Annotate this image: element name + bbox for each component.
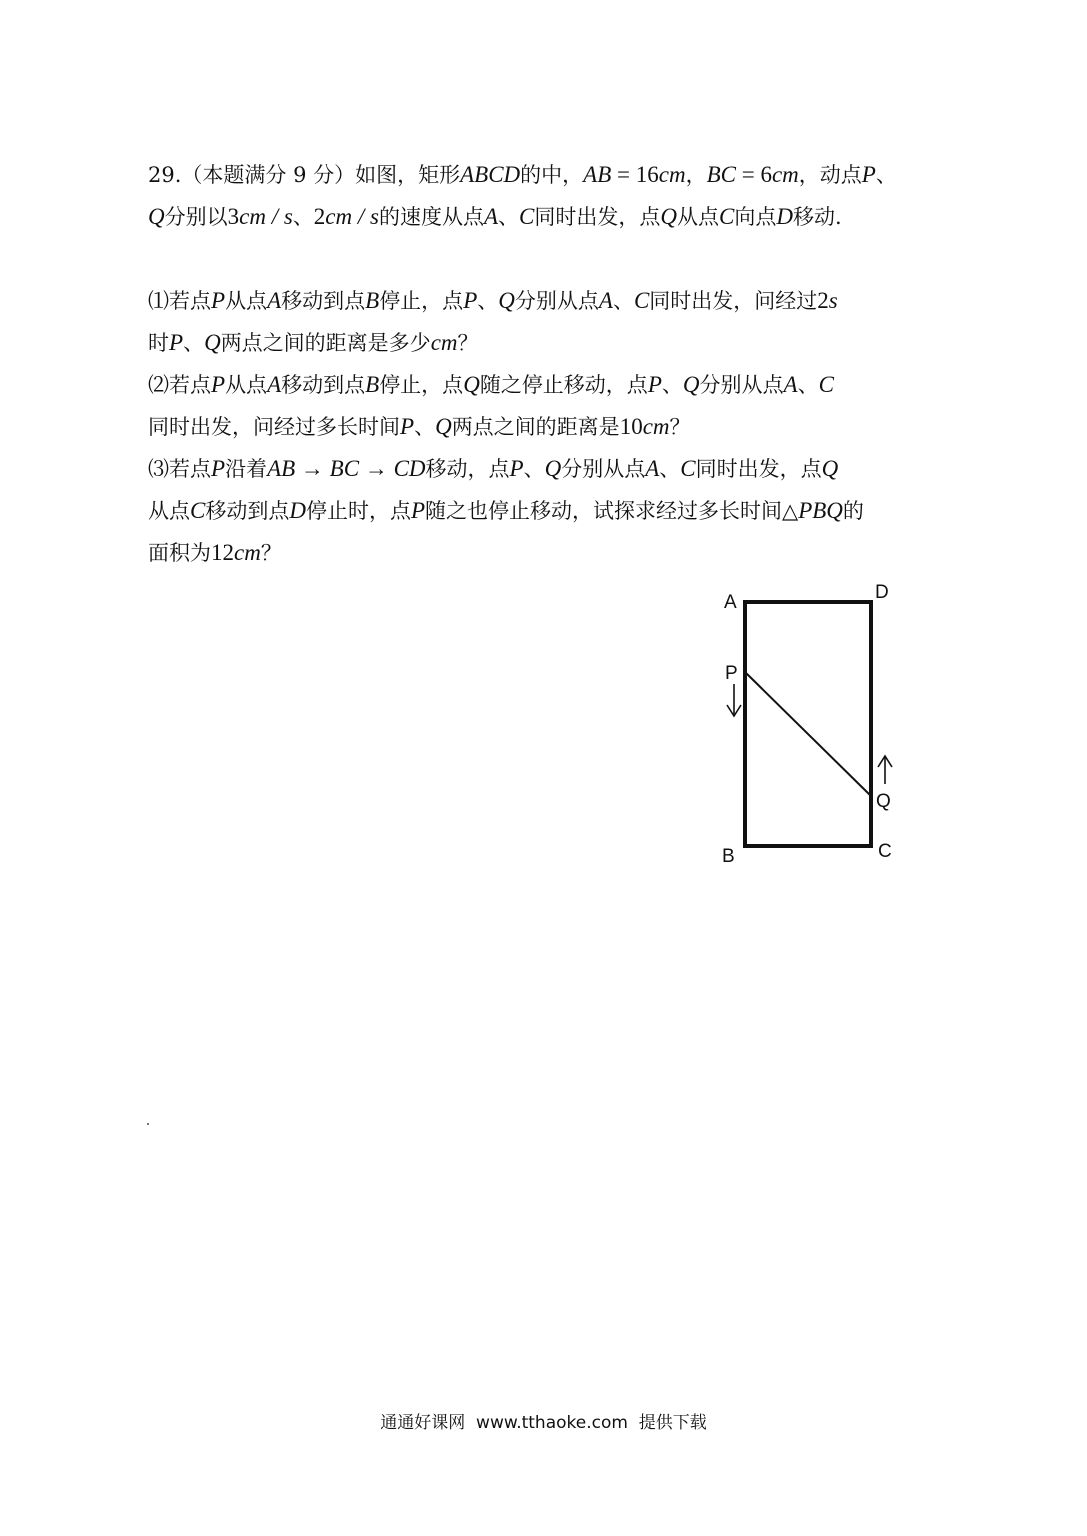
text-run: 从点	[677, 205, 719, 229]
math-run: Q	[544, 456, 562, 481]
math-run: 3	[227, 204, 240, 229]
math-run: cm / s	[239, 204, 293, 229]
problem-intro-line-1	[148, 160, 948, 190]
math-run: B	[365, 372, 380, 397]
math-run: A	[267, 372, 282, 397]
math-run: C	[633, 288, 650, 313]
text-run: 移动到点	[281, 373, 366, 397]
math-run: cm / s	[325, 204, 379, 229]
math-run: P	[509, 456, 524, 481]
text-run: 、	[292, 205, 314, 229]
text-run: 同时出发，点	[534, 205, 661, 229]
text-run: 移动.	[792, 205, 842, 229]
question-2-line-1	[148, 370, 948, 400]
text-run: 沿着	[225, 457, 268, 481]
rectangle-abcd-figure	[716, 578, 916, 868]
math-run: cm	[234, 540, 261, 565]
text-run: 的	[842, 499, 864, 523]
text-run: ，	[685, 163, 707, 187]
math-run: cm	[642, 414, 670, 439]
math-run: A	[598, 288, 613, 313]
math-run: P	[400, 414, 415, 439]
math-run: cm	[430, 330, 458, 355]
text-run: 、	[477, 289, 499, 313]
arrow-up-icon	[878, 756, 892, 784]
text-run: 从点	[225, 289, 268, 313]
text-run: 从点	[225, 373, 268, 397]
math-run: C	[719, 204, 735, 229]
math-run: C	[190, 498, 206, 523]
text-run: 、	[797, 373, 819, 397]
question-1-line-1	[148, 286, 948, 316]
question-2-line-2	[148, 412, 948, 442]
math-run: P	[211, 372, 226, 397]
footer-url: www.tthaoke.com	[476, 1413, 628, 1433]
text-run: 分别以	[164, 205, 228, 229]
text-run: ？	[457, 331, 479, 355]
math-run: Q	[498, 288, 515, 313]
text-run: 移动到点	[281, 289, 366, 313]
math-run: CD	[393, 456, 426, 481]
math-run: Q	[204, 330, 221, 355]
question-3-line-3	[148, 538, 948, 568]
math-run: 2	[313, 204, 326, 229]
text-run: 、	[612, 289, 634, 313]
text-run: 分别从点	[561, 457, 646, 481]
label-d: D	[875, 582, 889, 603]
math-run: = 16	[611, 162, 659, 187]
rectangle-abcd	[745, 602, 871, 846]
text-run: ？	[669, 415, 691, 439]
math-run: ABCD	[460, 162, 521, 187]
text-run: 、	[875, 163, 897, 187]
math-run: 12	[211, 540, 234, 565]
math-run: C	[680, 456, 696, 481]
math-run: PBQ	[798, 498, 843, 523]
text-run: 向点	[734, 205, 777, 229]
math-run: AB	[583, 162, 612, 187]
text-run: 分别从点	[699, 373, 784, 397]
math-run: BC	[329, 456, 360, 481]
problem-intro-line-2	[148, 202, 948, 232]
text-run: 29.（本题满分 9 分）如图，矩形	[148, 163, 461, 187]
label-p: P	[725, 663, 738, 684]
math-run: A	[483, 204, 499, 229]
math-run: Q	[682, 372, 700, 397]
math-run: P	[647, 372, 662, 397]
stray-mark	[147, 1123, 149, 1125]
math-run: A	[783, 372, 798, 397]
text-run: 同时出发，问经过	[649, 289, 818, 313]
math-run: C	[519, 204, 535, 229]
footer-site-name: 通通好课网	[380, 1413, 466, 1433]
math-run: P	[211, 288, 226, 313]
math-run: AB	[267, 456, 296, 481]
math-run: B	[365, 288, 380, 313]
math-run: A	[267, 288, 282, 313]
text-run: 、	[414, 415, 436, 439]
question-3-line-1	[148, 454, 948, 484]
math-run: D	[289, 498, 306, 523]
text-run: 随之也停止移动，试探求经过多长时间△	[425, 499, 799, 523]
text-run: 从点	[148, 499, 190, 523]
footer-suffix: 提供下载	[638, 1413, 707, 1433]
text-run: ⑶若点	[148, 457, 211, 481]
text-run: ？	[260, 541, 282, 565]
math-run: BC	[706, 162, 736, 187]
segment-pq	[745, 672, 871, 796]
math-run: cm	[771, 162, 799, 187]
text-run: 停止时，点	[305, 499, 411, 523]
math-run: D	[776, 204, 793, 229]
question-3-line-2	[148, 496, 948, 526]
text-run: ⑵若点	[148, 373, 211, 397]
text-run: ⑴若点	[148, 289, 211, 313]
text-run: 同时出发，问经过多长时间	[148, 415, 400, 439]
math-run: P	[169, 330, 184, 355]
math-run: P	[861, 162, 876, 187]
text-run: 、	[659, 457, 681, 481]
math-run: P	[211, 456, 226, 481]
footer	[0, 1408, 1087, 1433]
math-run: Q	[435, 414, 452, 439]
text-run: 面积为	[148, 541, 211, 565]
text-run: 时	[148, 331, 169, 355]
text-run: 移动，点	[425, 457, 510, 481]
label-c: C	[878, 841, 892, 862]
text-run: ，动点	[798, 163, 862, 187]
math-run: →	[359, 456, 394, 481]
math-run: = 6	[735, 162, 772, 187]
math-run: →	[295, 456, 330, 481]
math-run: P	[463, 288, 478, 313]
text-run: 的中，	[520, 163, 584, 187]
math-run: Q	[660, 204, 677, 229]
text-run: 同时出发，点	[695, 457, 822, 481]
math-run: cm	[658, 162, 686, 187]
math-run: 2	[817, 288, 829, 313]
math-run: Q	[148, 204, 165, 229]
question-1-line-2	[148, 328, 948, 358]
text-run: 移动到点	[205, 499, 290, 523]
math-run: s	[828, 288, 838, 313]
label-a: A	[724, 592, 737, 613]
math-run: P	[410, 498, 426, 523]
math-run: Q	[463, 372, 480, 397]
math-run: C	[818, 372, 834, 397]
text-run: 停止，点	[379, 373, 464, 397]
text-run: 随之停止移动，点	[479, 373, 648, 397]
math-run: 10	[619, 414, 643, 439]
math-run: Q	[821, 456, 839, 481]
label-q: Q	[876, 791, 891, 812]
text-run: 、	[498, 205, 520, 229]
text-run: 停止，点	[379, 289, 464, 313]
text-run: 两点之间的距离是多少	[220, 331, 431, 355]
math-run: A	[645, 456, 660, 481]
text-run: 两点之间的距离是	[451, 415, 620, 439]
text-run: 分别从点	[514, 289, 599, 313]
text-run: 、	[523, 457, 545, 481]
text-run: 的速度从点	[378, 205, 484, 229]
arrow-down-icon	[727, 684, 741, 716]
label-b: B	[722, 846, 735, 867]
text-run: 、	[183, 331, 205, 355]
text-run: 、	[661, 373, 683, 397]
